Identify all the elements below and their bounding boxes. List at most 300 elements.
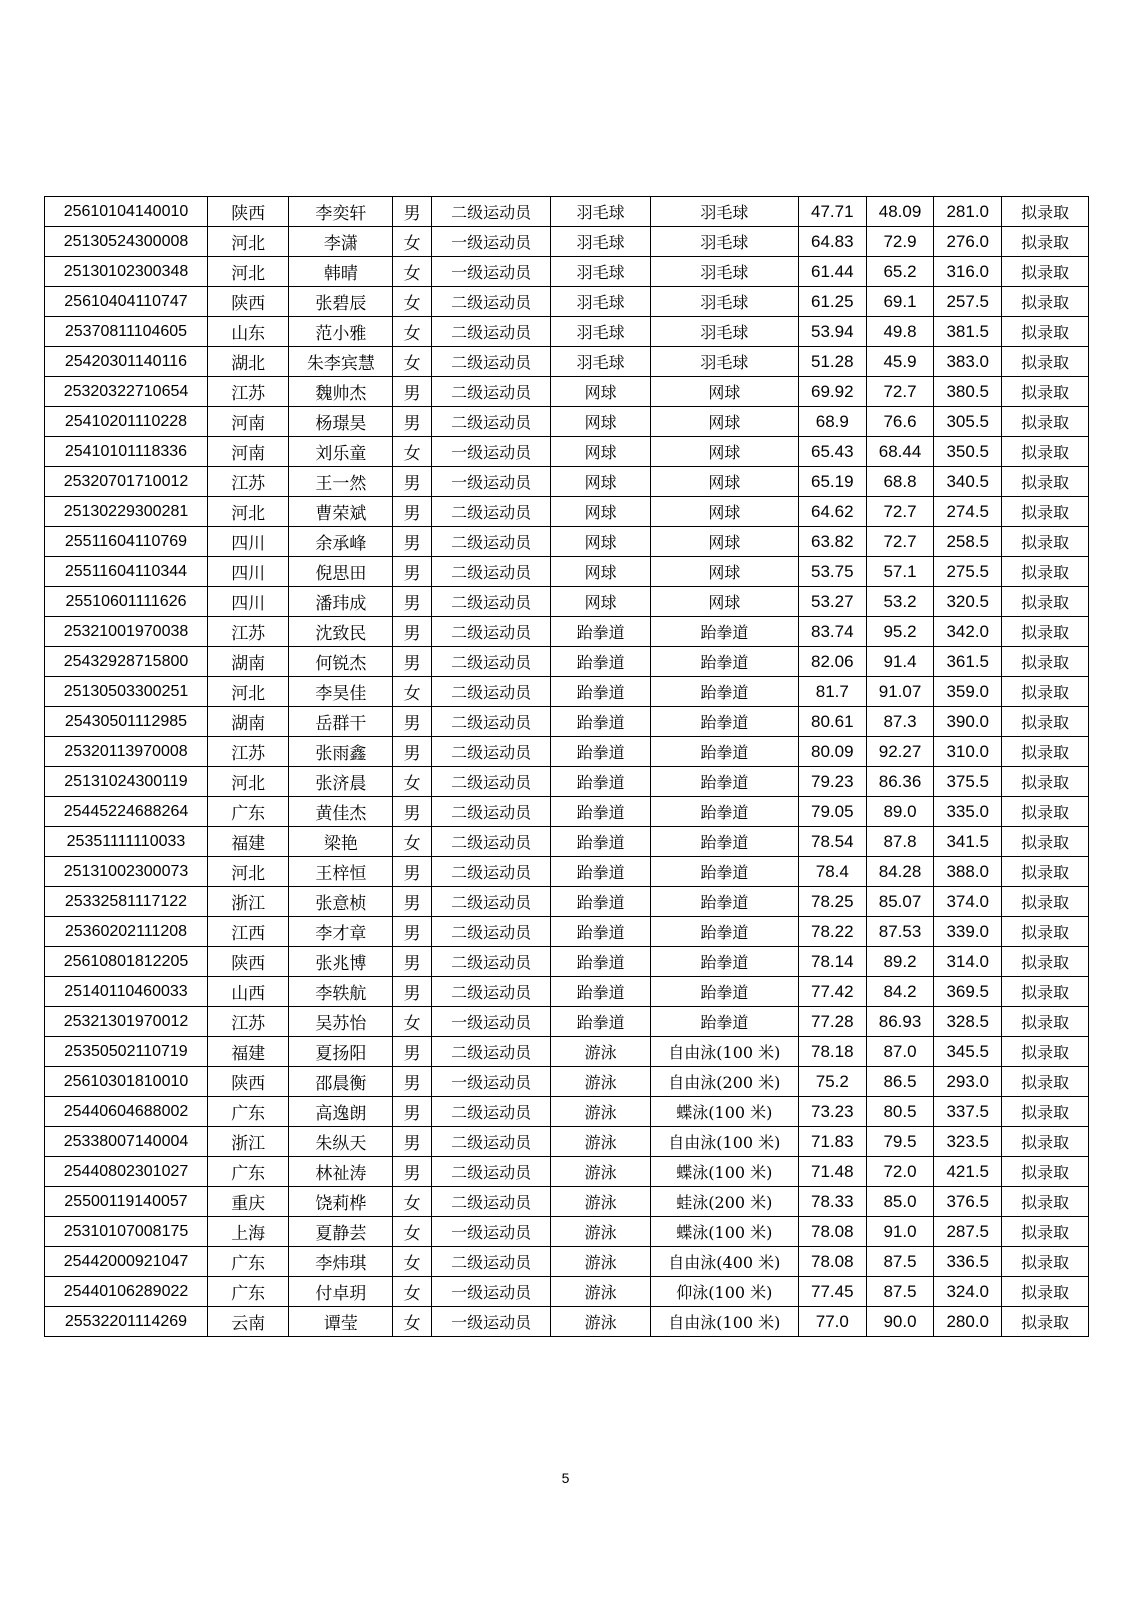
status-cell: 拟录取 <box>1002 1127 1089 1157</box>
status-cell: 拟录取 <box>1002 557 1089 587</box>
table-row <box>45 1187 1089 1217</box>
event-cell: 羽毛球 <box>650 287 798 317</box>
table-row <box>45 1007 1089 1037</box>
score-3-cell: 323.5 <box>934 1127 1002 1157</box>
status-cell: 拟录取 <box>1002 977 1089 1007</box>
sport-cell: 网球 <box>551 407 651 437</box>
score-1-cell: 78.4 <box>798 857 866 887</box>
table-row <box>45 1217 1089 1247</box>
gender-cell: 男 <box>393 1037 432 1067</box>
score-1-cell: 78.08 <box>798 1217 866 1247</box>
score-1-cell: 65.43 <box>798 437 866 467</box>
score-2-cell: 95.2 <box>866 617 933 647</box>
sport-cell: 网球 <box>551 467 651 497</box>
score-1-cell: 78.33 <box>798 1187 866 1217</box>
name-cell: 王梓恒 <box>289 857 393 887</box>
sport-cell: 网球 <box>551 587 651 617</box>
name-cell: 夏静芸 <box>289 1217 393 1247</box>
sport-cell: 羽毛球 <box>551 317 651 347</box>
status-cell: 拟录取 <box>1002 377 1089 407</box>
name-cell: 张兆博 <box>289 947 393 977</box>
exam-id-cell: 25610404110747 <box>45 287 208 317</box>
exam-id-cell: 25410201110228 <box>45 407 208 437</box>
table-row <box>45 1307 1089 1337</box>
score-3-cell: 342.0 <box>934 617 1002 647</box>
province-cell: 河南 <box>207 407 288 437</box>
name-cell: 范小雅 <box>289 317 393 347</box>
sport-cell: 游泳 <box>551 1247 651 1277</box>
event-cell: 跆拳道 <box>650 947 798 977</box>
score-1-cell: 78.18 <box>798 1037 866 1067</box>
athlete-level-cell: 一级运动员 <box>432 257 551 287</box>
table-row <box>45 797 1089 827</box>
gender-cell: 女 <box>393 317 432 347</box>
score-1-cell: 78.14 <box>798 947 866 977</box>
gender-cell: 男 <box>393 617 432 647</box>
score-1-cell: 51.28 <box>798 347 866 377</box>
event-cell: 羽毛球 <box>650 227 798 257</box>
table-row <box>45 257 1089 287</box>
athlete-level-cell: 一级运动员 <box>432 1277 551 1307</box>
score-3-cell: 381.5 <box>934 317 1002 347</box>
athlete-level-cell: 二级运动员 <box>432 707 551 737</box>
table-row <box>45 887 1089 917</box>
table-row <box>45 497 1089 527</box>
province-cell: 河北 <box>207 257 288 287</box>
score-1-cell: 83.74 <box>798 617 866 647</box>
status-cell: 拟录取 <box>1002 1067 1089 1097</box>
score-2-cell: 68.44 <box>866 437 933 467</box>
sport-cell: 网球 <box>551 557 651 587</box>
sport-cell: 游泳 <box>551 1187 651 1217</box>
exam-id-cell: 25511604110769 <box>45 527 208 557</box>
name-cell: 饶莉桦 <box>289 1187 393 1217</box>
score-3-cell: 276.0 <box>934 227 1002 257</box>
score-3-cell: 369.5 <box>934 977 1002 1007</box>
score-3-cell: 376.5 <box>934 1187 1002 1217</box>
athlete-level-cell: 二级运动员 <box>432 797 551 827</box>
score-1-cell: 77.28 <box>798 1007 866 1037</box>
sport-cell: 跆拳道 <box>551 707 651 737</box>
athlete-level-cell: 二级运动员 <box>432 1127 551 1157</box>
province-cell: 河南 <box>207 437 288 467</box>
athlete-level-cell: 二级运动员 <box>432 977 551 1007</box>
exam-id-cell: 25350502110719 <box>45 1037 208 1067</box>
name-cell: 林祉涛 <box>289 1157 393 1187</box>
province-cell: 四川 <box>207 557 288 587</box>
name-cell: 李潇 <box>289 227 393 257</box>
name-cell: 曹荣斌 <box>289 497 393 527</box>
score-1-cell: 77.42 <box>798 977 866 1007</box>
score-2-cell: 91.0 <box>866 1217 933 1247</box>
name-cell: 夏扬阳 <box>289 1037 393 1067</box>
province-cell: 广东 <box>207 1277 288 1307</box>
province-cell: 浙江 <box>207 1127 288 1157</box>
table-row <box>45 227 1089 257</box>
sport-cell: 跆拳道 <box>551 677 651 707</box>
name-cell: 沈致民 <box>289 617 393 647</box>
score-3-cell: 258.5 <box>934 527 1002 557</box>
sport-cell: 跆拳道 <box>551 737 651 767</box>
name-cell: 余承峰 <box>289 527 393 557</box>
score-2-cell: 45.9 <box>866 347 933 377</box>
table-row <box>45 287 1089 317</box>
event-cell: 跆拳道 <box>650 707 798 737</box>
name-cell: 倪思田 <box>289 557 393 587</box>
province-cell: 江西 <box>207 917 288 947</box>
name-cell: 张济晨 <box>289 767 393 797</box>
gender-cell: 男 <box>393 707 432 737</box>
athlete-level-cell: 一级运动员 <box>432 1307 551 1337</box>
event-cell: 自由泳(200 米) <box>650 1067 798 1097</box>
gender-cell: 女 <box>393 257 432 287</box>
exam-id-cell: 25410101118336 <box>45 437 208 467</box>
province-cell: 重庆 <box>207 1187 288 1217</box>
status-cell: 拟录取 <box>1002 1097 1089 1127</box>
score-2-cell: 86.36 <box>866 767 933 797</box>
event-cell: 自由泳(400 米) <box>650 1247 798 1277</box>
province-cell: 河北 <box>207 497 288 527</box>
sport-cell: 游泳 <box>551 1277 651 1307</box>
status-cell: 拟录取 <box>1002 737 1089 767</box>
status-cell: 拟录取 <box>1002 827 1089 857</box>
name-cell: 韩晴 <box>289 257 393 287</box>
score-1-cell: 53.75 <box>798 557 866 587</box>
status-cell: 拟录取 <box>1002 917 1089 947</box>
gender-cell: 男 <box>393 917 432 947</box>
score-2-cell: 68.8 <box>866 467 933 497</box>
score-3-cell: 341.5 <box>934 827 1002 857</box>
score-1-cell: 69.92 <box>798 377 866 407</box>
province-cell: 河北 <box>207 677 288 707</box>
exam-id-cell: 25351111110033 <box>45 827 208 857</box>
table-row <box>45 737 1089 767</box>
status-cell: 拟录取 <box>1002 347 1089 377</box>
table-row <box>45 1247 1089 1277</box>
score-3-cell: 305.5 <box>934 407 1002 437</box>
name-cell: 杨璟昊 <box>289 407 393 437</box>
score-1-cell: 79.23 <box>798 767 866 797</box>
score-3-cell: 274.5 <box>934 497 1002 527</box>
gender-cell: 女 <box>393 1217 432 1247</box>
score-3-cell: 380.5 <box>934 377 1002 407</box>
score-3-cell: 388.0 <box>934 857 1002 887</box>
score-3-cell: 316.0 <box>934 257 1002 287</box>
event-cell: 网球 <box>650 497 798 527</box>
score-1-cell: 68.9 <box>798 407 866 437</box>
name-cell: 邵晨衡 <box>289 1067 393 1097</box>
gender-cell: 女 <box>393 1007 432 1037</box>
score-1-cell: 64.83 <box>798 227 866 257</box>
sport-cell: 网球 <box>551 437 651 467</box>
score-2-cell: 72.0 <box>866 1157 933 1187</box>
name-cell: 张意桢 <box>289 887 393 917</box>
name-cell: 李昊佳 <box>289 677 393 707</box>
score-3-cell: 375.5 <box>934 767 1002 797</box>
event-cell: 跆拳道 <box>650 887 798 917</box>
exam-id-cell: 25445224688264 <box>45 797 208 827</box>
score-2-cell: 85.07 <box>866 887 933 917</box>
status-cell: 拟录取 <box>1002 1307 1089 1337</box>
sport-cell: 游泳 <box>551 1037 651 1067</box>
score-1-cell: 71.83 <box>798 1127 866 1157</box>
score-3-cell: 350.5 <box>934 437 1002 467</box>
athlete-level-cell: 二级运动员 <box>432 1247 551 1277</box>
score-3-cell: 328.5 <box>934 1007 1002 1037</box>
gender-cell: 男 <box>393 1097 432 1127</box>
score-1-cell: 78.54 <box>798 827 866 857</box>
province-cell: 河北 <box>207 767 288 797</box>
event-cell: 蝶泳(100 米) <box>650 1217 798 1247</box>
score-2-cell: 92.27 <box>866 737 933 767</box>
sport-cell: 跆拳道 <box>551 947 651 977</box>
athlete-level-cell: 二级运动员 <box>432 287 551 317</box>
score-1-cell: 77.0 <box>798 1307 866 1337</box>
exam-id-cell: 25610104140010 <box>45 197 208 227</box>
exam-id-cell: 25320322710654 <box>45 377 208 407</box>
athlete-level-cell: 二级运动员 <box>432 497 551 527</box>
event-cell: 羽毛球 <box>650 197 798 227</box>
status-cell: 拟录取 <box>1002 587 1089 617</box>
gender-cell: 男 <box>393 1067 432 1097</box>
score-2-cell: 80.5 <box>866 1097 933 1127</box>
event-cell: 跆拳道 <box>650 617 798 647</box>
event-cell: 羽毛球 <box>650 257 798 287</box>
sport-cell: 跆拳道 <box>551 827 651 857</box>
event-cell: 仰泳(100 米) <box>650 1277 798 1307</box>
event-cell: 羽毛球 <box>650 347 798 377</box>
table-body <box>45 197 1089 1337</box>
status-cell: 拟录取 <box>1002 407 1089 437</box>
event-cell: 自由泳(100 米) <box>650 1307 798 1337</box>
athlete-level-cell: 二级运动员 <box>432 647 551 677</box>
score-1-cell: 47.71 <box>798 197 866 227</box>
province-cell: 河北 <box>207 857 288 887</box>
name-cell: 吴苏怡 <box>289 1007 393 1037</box>
score-3-cell: 280.0 <box>934 1307 1002 1337</box>
exam-id-cell: 25320113970008 <box>45 737 208 767</box>
name-cell: 李轶航 <box>289 977 393 1007</box>
table-row <box>45 527 1089 557</box>
table-row <box>45 1037 1089 1067</box>
status-cell: 拟录取 <box>1002 317 1089 347</box>
status-cell: 拟录取 <box>1002 857 1089 887</box>
table-row <box>45 857 1089 887</box>
athlete-level-cell: 二级运动员 <box>432 677 551 707</box>
score-2-cell: 72.7 <box>866 377 933 407</box>
status-cell: 拟录取 <box>1002 437 1089 467</box>
exam-id-cell: 25140110460033 <box>45 977 208 1007</box>
score-1-cell: 64.62 <box>798 497 866 527</box>
score-2-cell: 90.0 <box>866 1307 933 1337</box>
status-cell: 拟录取 <box>1002 617 1089 647</box>
exam-id-cell: 25440106289022 <box>45 1277 208 1307</box>
gender-cell: 男 <box>393 737 432 767</box>
event-cell: 蝶泳(100 米) <box>650 1097 798 1127</box>
exam-id-cell: 25532201114269 <box>45 1307 208 1337</box>
athlete-level-cell: 一级运动员 <box>432 1007 551 1037</box>
table-row <box>45 707 1089 737</box>
score-1-cell: 81.7 <box>798 677 866 707</box>
table-row <box>45 977 1089 1007</box>
sport-cell: 跆拳道 <box>551 917 651 947</box>
sport-cell: 羽毛球 <box>551 257 651 287</box>
score-1-cell: 78.22 <box>798 917 866 947</box>
score-3-cell: 421.5 <box>934 1157 1002 1187</box>
score-3-cell: 383.0 <box>934 347 1002 377</box>
score-2-cell: 87.0 <box>866 1037 933 1067</box>
athlete-level-cell: 一级运动员 <box>432 1217 551 1247</box>
athlete-level-cell: 二级运动员 <box>432 827 551 857</box>
sport-cell: 游泳 <box>551 1307 651 1337</box>
score-3-cell: 374.0 <box>934 887 1002 917</box>
status-cell: 拟录取 <box>1002 257 1089 287</box>
province-cell: 河北 <box>207 227 288 257</box>
score-2-cell: 84.2 <box>866 977 933 1007</box>
table-row <box>45 917 1089 947</box>
name-cell: 王一然 <box>289 467 393 497</box>
table-row <box>45 197 1089 227</box>
status-cell: 拟录取 <box>1002 647 1089 677</box>
province-cell: 江苏 <box>207 737 288 767</box>
score-2-cell: 89.2 <box>866 947 933 977</box>
event-cell: 网球 <box>650 527 798 557</box>
status-cell: 拟录取 <box>1002 767 1089 797</box>
gender-cell: 男 <box>393 467 432 497</box>
table-row <box>45 767 1089 797</box>
exam-id-cell: 25321001970038 <box>45 617 208 647</box>
athlete-level-cell: 二级运动员 <box>432 887 551 917</box>
event-cell: 跆拳道 <box>650 827 798 857</box>
score-3-cell: 320.5 <box>934 587 1002 617</box>
sport-cell: 跆拳道 <box>551 647 651 677</box>
name-cell: 李奕轩 <box>289 197 393 227</box>
event-cell: 跆拳道 <box>650 857 798 887</box>
gender-cell: 男 <box>393 377 432 407</box>
event-cell: 网球 <box>650 407 798 437</box>
status-cell: 拟录取 <box>1002 677 1089 707</box>
gender-cell: 男 <box>393 647 432 677</box>
score-1-cell: 78.08 <box>798 1247 866 1277</box>
status-cell: 拟录取 <box>1002 1217 1089 1247</box>
gender-cell: 男 <box>393 527 432 557</box>
exam-id-cell: 25320701710012 <box>45 467 208 497</box>
gender-cell: 女 <box>393 827 432 857</box>
exam-id-cell: 25370811104605 <box>45 317 208 347</box>
event-cell: 网球 <box>650 377 798 407</box>
table-row <box>45 947 1089 977</box>
athlete-level-cell: 二级运动员 <box>432 737 551 767</box>
score-1-cell: 78.25 <box>798 887 866 917</box>
exam-id-cell: 25310107008175 <box>45 1217 208 1247</box>
event-cell: 跆拳道 <box>650 917 798 947</box>
name-cell: 张碧辰 <box>289 287 393 317</box>
exam-id-cell: 25321301970012 <box>45 1007 208 1037</box>
event-cell: 跆拳道 <box>650 767 798 797</box>
athlete-level-cell: 二级运动员 <box>432 917 551 947</box>
status-cell: 拟录取 <box>1002 287 1089 317</box>
score-2-cell: 89.0 <box>866 797 933 827</box>
status-cell: 拟录取 <box>1002 527 1089 557</box>
gender-cell: 男 <box>393 1157 432 1187</box>
status-cell: 拟录取 <box>1002 1247 1089 1277</box>
event-cell: 网球 <box>650 467 798 497</box>
table-row <box>45 1097 1089 1127</box>
score-2-cell: 84.28 <box>866 857 933 887</box>
score-1-cell: 61.44 <box>798 257 866 287</box>
score-2-cell: 79.5 <box>866 1127 933 1157</box>
province-cell: 湖北 <box>207 347 288 377</box>
province-cell: 陕西 <box>207 287 288 317</box>
exam-id-cell: 25130524300008 <box>45 227 208 257</box>
province-cell: 江苏 <box>207 617 288 647</box>
athlete-level-cell: 二级运动员 <box>432 527 551 557</box>
sport-cell: 跆拳道 <box>551 977 651 1007</box>
score-3-cell: 310.0 <box>934 737 1002 767</box>
name-cell: 黄佳杰 <box>289 797 393 827</box>
score-2-cell: 87.3 <box>866 707 933 737</box>
table-row <box>45 1127 1089 1157</box>
gender-cell: 女 <box>393 437 432 467</box>
gender-cell: 男 <box>393 197 432 227</box>
table-row <box>45 647 1089 677</box>
name-cell: 朱李宾慧 <box>289 347 393 377</box>
score-1-cell: 53.27 <box>798 587 866 617</box>
sport-cell: 游泳 <box>551 1067 651 1097</box>
sport-cell: 游泳 <box>551 1157 651 1187</box>
score-1-cell: 53.94 <box>798 317 866 347</box>
score-1-cell: 80.09 <box>798 737 866 767</box>
gender-cell: 女 <box>393 347 432 377</box>
province-cell: 陕西 <box>207 1067 288 1097</box>
status-cell: 拟录取 <box>1002 947 1089 977</box>
province-cell: 广东 <box>207 1097 288 1127</box>
sport-cell: 游泳 <box>551 1097 651 1127</box>
province-cell: 四川 <box>207 587 288 617</box>
gender-cell: 女 <box>393 1187 432 1217</box>
event-cell: 网球 <box>650 587 798 617</box>
gender-cell: 男 <box>393 797 432 827</box>
score-1-cell: 73.23 <box>798 1097 866 1127</box>
score-3-cell: 287.5 <box>934 1217 1002 1247</box>
athlete-level-cell: 二级运动员 <box>432 1037 551 1067</box>
score-1-cell: 77.45 <box>798 1277 866 1307</box>
name-cell: 李炜琪 <box>289 1247 393 1277</box>
athlete-level-cell: 二级运动员 <box>432 1157 551 1187</box>
status-cell: 拟录取 <box>1002 1037 1089 1067</box>
score-2-cell: 87.8 <box>866 827 933 857</box>
exam-id-cell: 25610301810010 <box>45 1067 208 1097</box>
exam-id-cell: 25440604688002 <box>45 1097 208 1127</box>
event-cell: 自由泳(100 米) <box>650 1037 798 1067</box>
score-2-cell: 65.2 <box>866 257 933 287</box>
score-1-cell: 65.19 <box>798 467 866 497</box>
event-cell: 网球 <box>650 557 798 587</box>
gender-cell: 男 <box>393 887 432 917</box>
score-3-cell: 361.5 <box>934 647 1002 677</box>
name-cell: 张雨鑫 <box>289 737 393 767</box>
table-row <box>45 1067 1089 1097</box>
table-row <box>45 317 1089 347</box>
gender-cell: 男 <box>393 587 432 617</box>
athlete-level-cell: 二级运动员 <box>432 947 551 977</box>
exam-id-cell: 25440802301027 <box>45 1157 208 1187</box>
name-cell: 李才章 <box>289 917 393 947</box>
gender-cell: 女 <box>393 767 432 797</box>
name-cell: 谭莹 <box>289 1307 393 1337</box>
athlete-level-cell: 二级运动员 <box>432 197 551 227</box>
sport-cell: 跆拳道 <box>551 797 651 827</box>
